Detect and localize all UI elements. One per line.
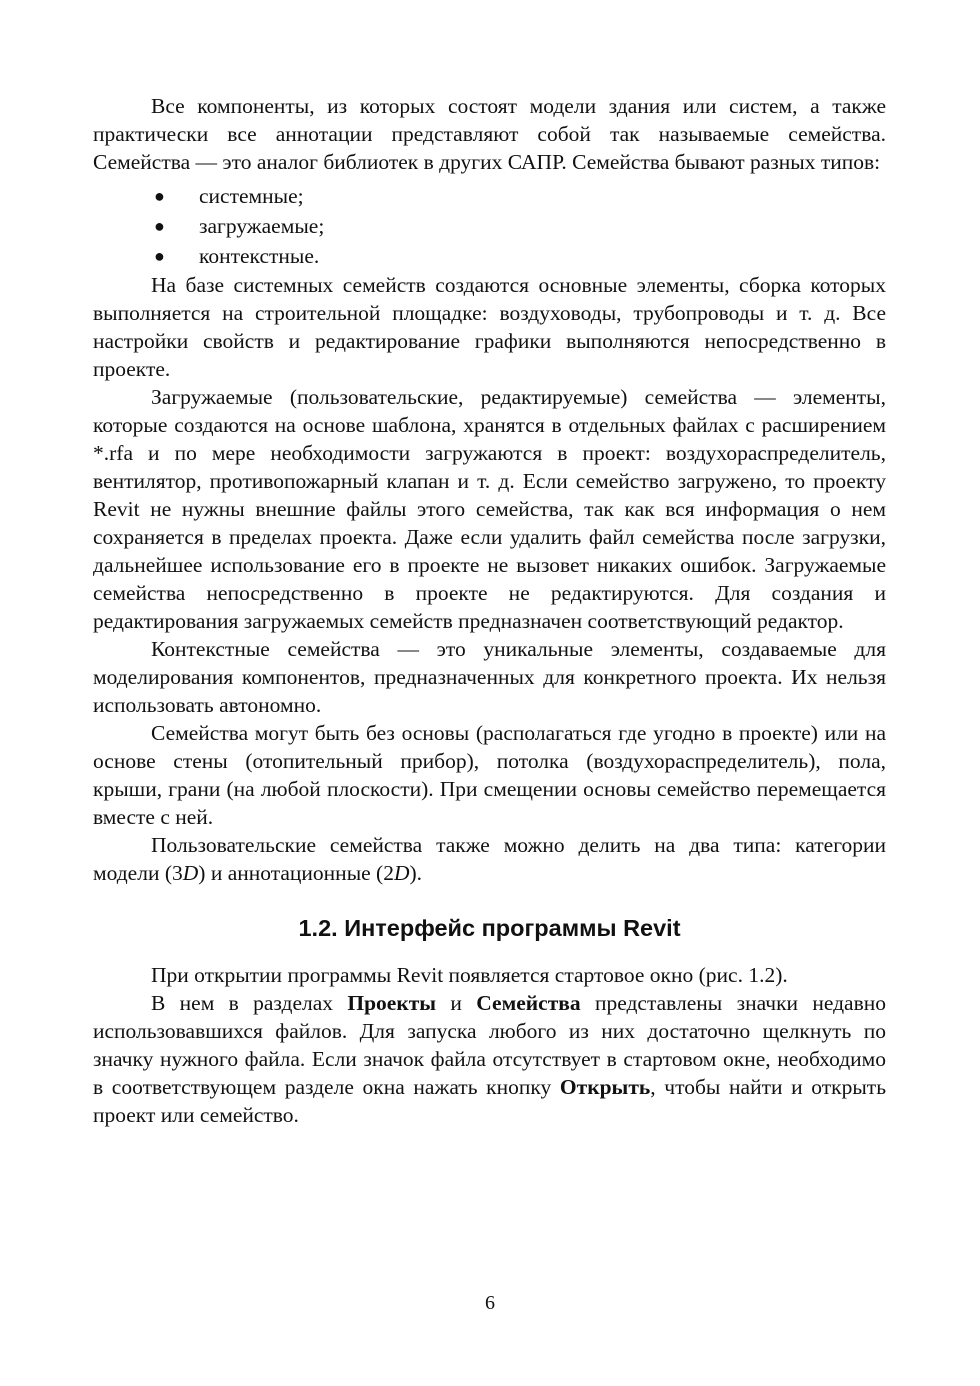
list-item-label: загружаемые; — [199, 214, 325, 238]
text-run: представлены значки недавно использовавшихся файлов. Для запуска любого из них достаточно щелкнуть по значку нужного файла. Если значок файла отсутствует в стартовом окне, необходимо в соответствующем разделе окна нажать кнопку — [93, 991, 886, 1099]
text-run: и — [436, 991, 477, 1015]
section-heading: 1.2. Интерфейс программы Revit — [298, 915, 681, 941]
paragraph-families-intro: Все компоненты, из которых состоят модели здания или систем, а также практически все аннотации представляют собой так называемые семейства. Семейства — это аналог библиотек в других САПР. Семейства бывают разных типов: — [93, 94, 886, 174]
text-run: ). — [409, 861, 423, 885]
list-item-label: системные; — [199, 184, 304, 208]
paragraph-family-categories — [93, 831, 886, 887]
text-run: ) и аннотационные (2 — [198, 861, 394, 885]
text-run: , чтобы найти и открыть проект или семейство. — [93, 1075, 886, 1127]
italic-run: D — [182, 861, 199, 885]
bullet-icon: ● — [154, 186, 165, 206]
bold-term-projects: Проекты — [347, 991, 437, 1015]
family-types-list — [93, 181, 886, 271]
list-item-label: контекстные. — [199, 244, 320, 268]
paragraph-system-families: На базе системных семейств создаются основные элементы, сборка которых выполняется на строительной площадке: воздуховоды, трубопроводы и т. д. Все настройки свойств и редактирование графики выполняются непосредственно в проекте. — [93, 273, 886, 381]
list-item — [93, 181, 886, 211]
text-run: В нем в разделах — [151, 991, 348, 1015]
bullet-icon: ● — [154, 216, 165, 236]
text-run: Пользовательские семейства также можно делить на два типа: категории модели (3 — [93, 833, 886, 885]
bold-term-families: Семейства — [476, 991, 581, 1015]
paragraph-start-window: При открытии программы Revit появляется стартовое окно (рис. 1.2). — [151, 963, 788, 987]
paragraph-in-place-families: Контекстные семейства — это уникальные элементы, создаваемые для моделирования компонентов, предназначенных для конкретного проекта. Их нельзя использовать автономно. — [93, 637, 886, 717]
page-number: 6 — [485, 1292, 495, 1314]
paragraph-hosted-families: Семейства могут быть без основы (располагаться где угодно в проекте) или на основе стены (отопительный прибор), потолка (воздухораспределитель), пола, крыши, грани (на любой плоскости). При смещении основы семейство перемещается вместе с ней. — [93, 721, 886, 829]
list-item — [93, 211, 886, 241]
italic-run: D — [393, 861, 410, 885]
bullet-icon: ● — [154, 246, 165, 266]
list-item — [93, 241, 886, 271]
bold-term-open: Открыть — [559, 1075, 651, 1099]
page-body — [93, 92, 886, 1129]
paragraph-recent-files — [93, 989, 886, 1129]
paragraph-loadable-families: Загружаемые (пользовательские, редактируемые) семейства — элементы, которые создаются на основе шаблона, хранятся в отдельных файлах с расширением *.rfa и по мере необходимости загружаются в проект: воздухораспределитель, вентилятор, противопожарный клапан и т. д. Если семейство загружено, то проекту Revit не нужны внешние файлы этого семейства, так как вся информация о нем сохраняется в пределах проекта. Даже если удалить файл семейства после загрузки, дальнейшее использование его в проекте не вызовет никаких ошибок. Загружаемые семейства непосредственно в проекте не редактируются. Для создания и редактирования загружаемых семейств предназначен соответствующий редактор. — [93, 385, 886, 633]
